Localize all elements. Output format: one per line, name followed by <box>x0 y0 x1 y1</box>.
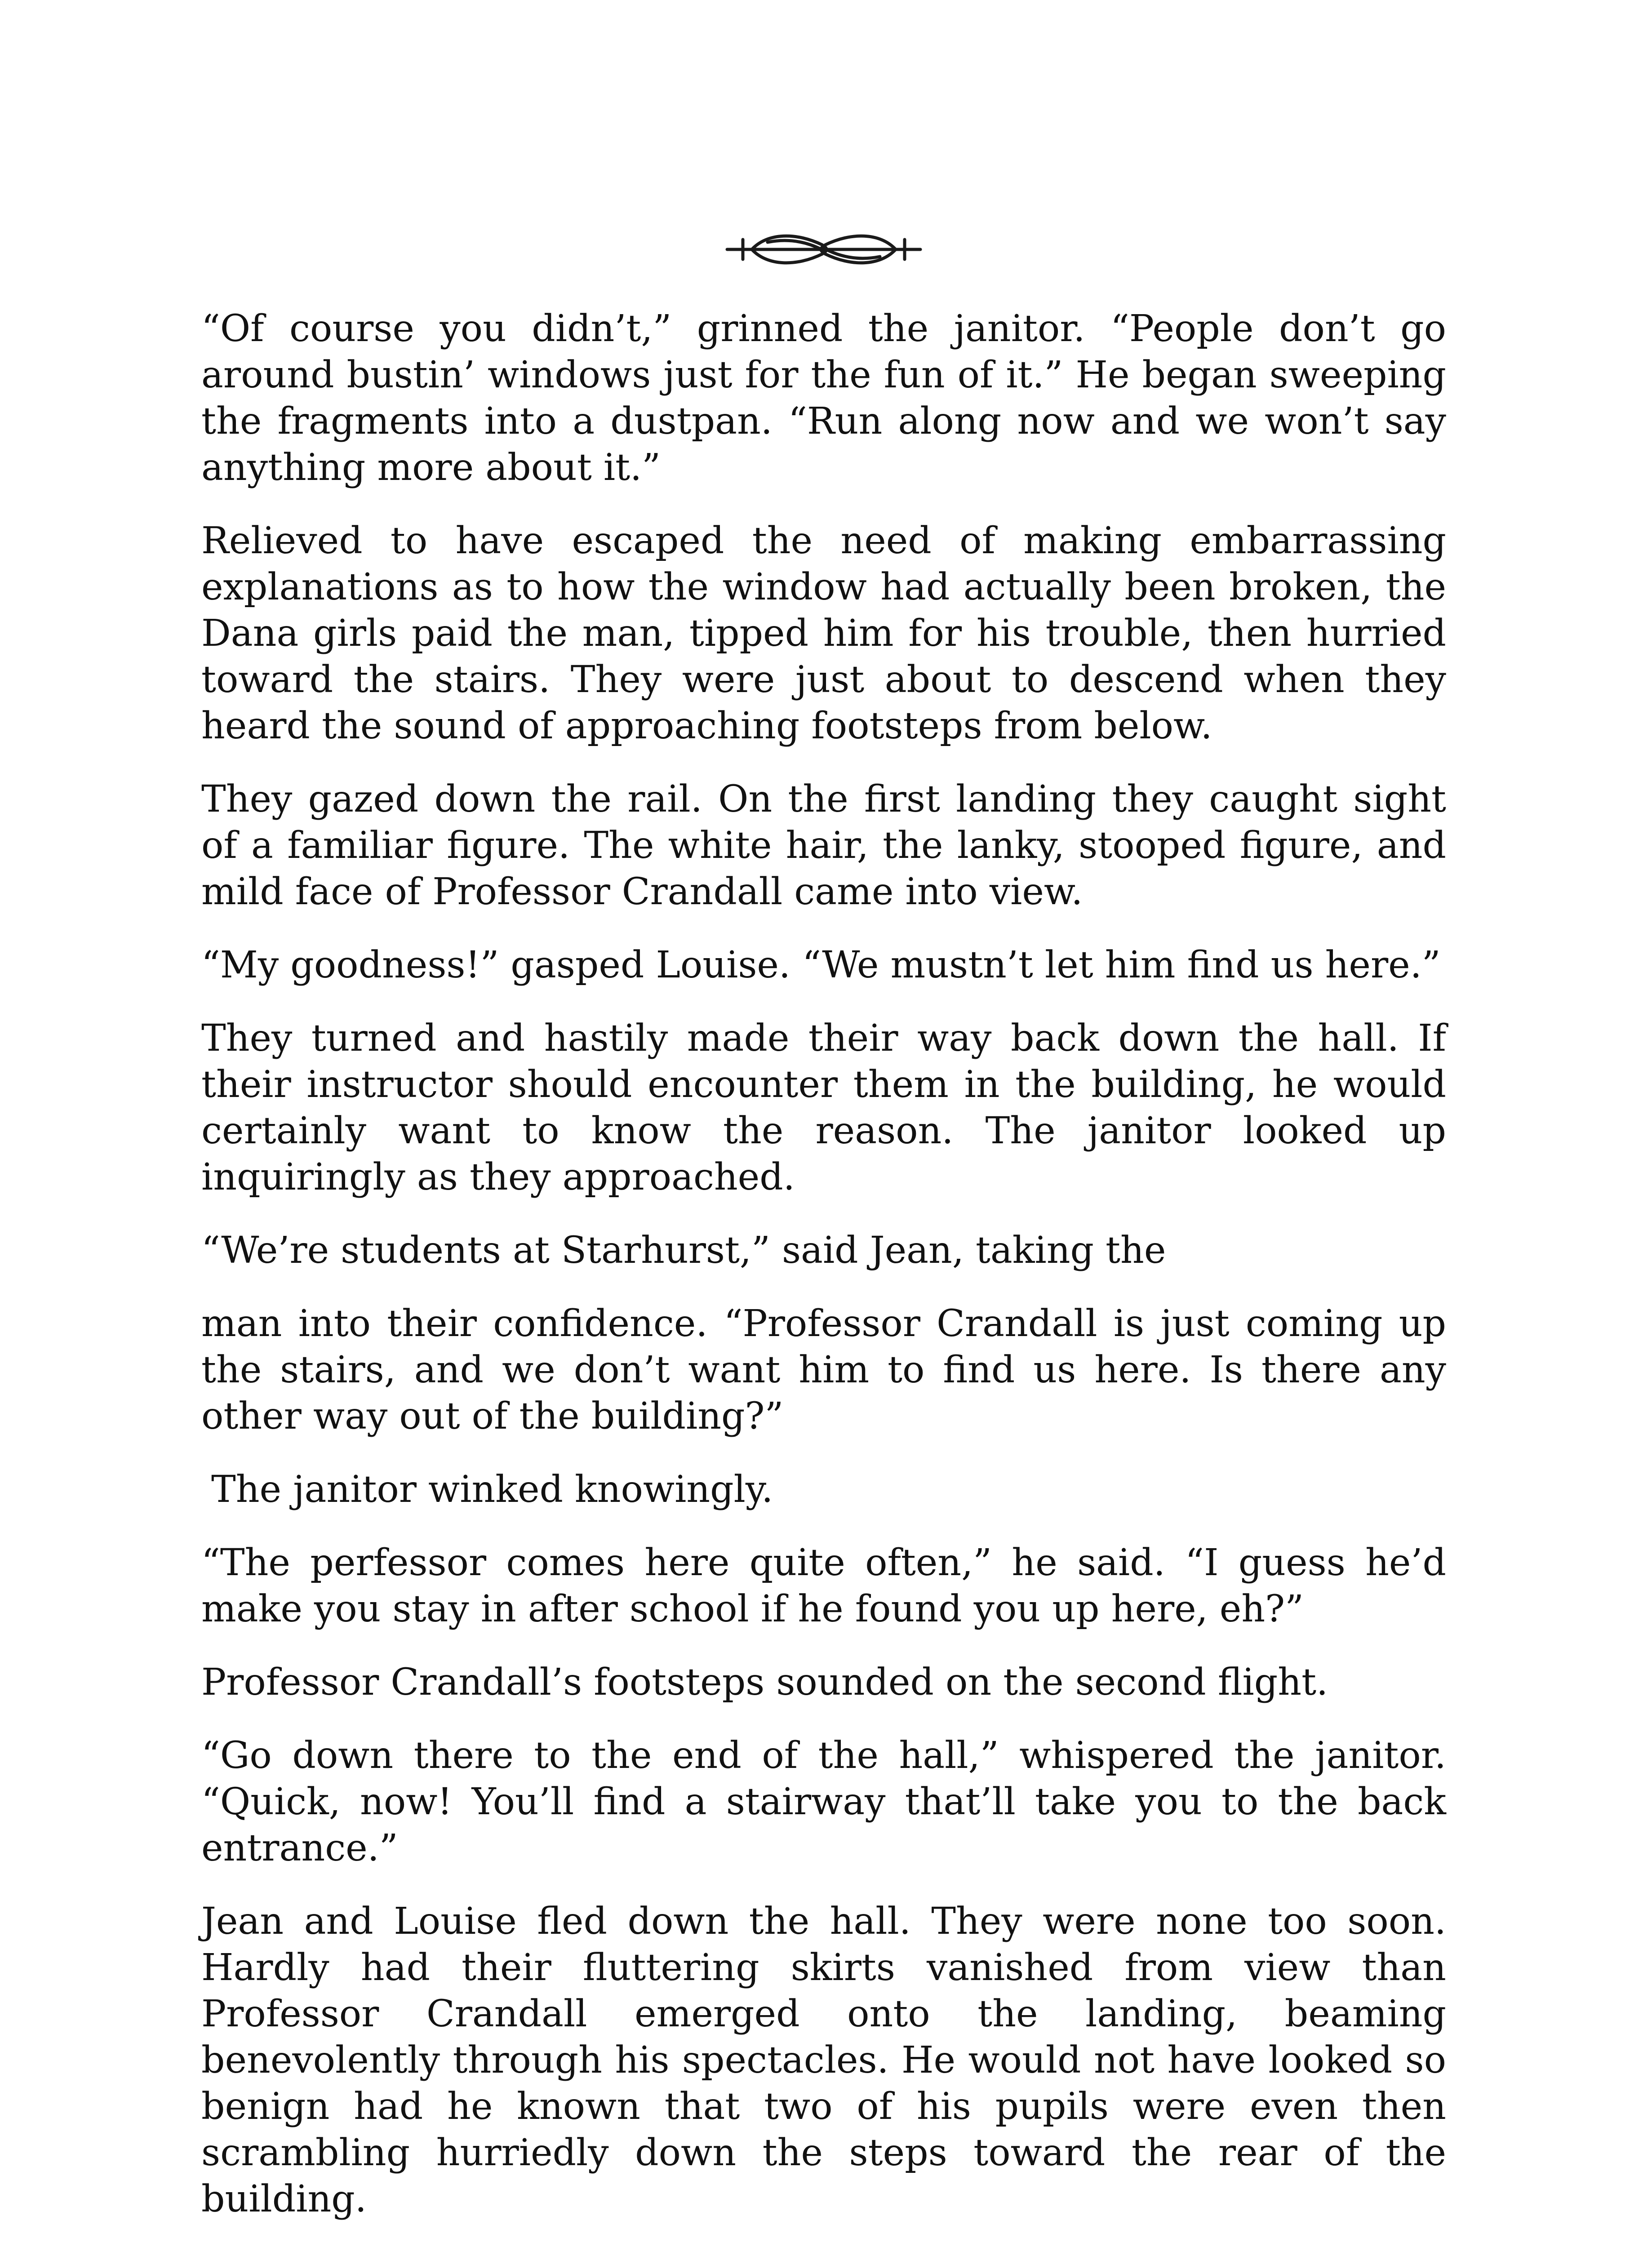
paragraph: Professor Crandall’s footsteps sounded on the second flight. <box>201 1661 1328 1704</box>
paragraph: They turned and hastily made their way back down the hall. If their instructor should encounter them in the building, he would certainly want to know the reason. The janitor looked up inquiringly as they approached. <box>201 1017 1446 1199</box>
body-text <box>201 306 1446 2247</box>
paragraph: “We’re students at Starhurst,” said Jean, taking the <box>201 1229 1166 1272</box>
paragraph: They gazed down the rail. On the first landing they caught sight of a familiar figure. The white hair, the lanky, stooped figure, and mild face of Professor Crandall came into view. <box>201 778 1446 913</box>
paragraph: “My goodness!” gasped Louise. “We mustn’t let him find us here.” <box>201 944 1441 986</box>
paragraph: The janitor winked knowingly. <box>211 1468 773 1511</box>
paragraph: Jean and Louise fled down the hall. They were none too soon. Hardly had their fluttering skirts vanished from view than Professor Crandall emerged onto the landing, beaming benevolently through his spectacles. He would not have looked so benign had he known that two of his pupils were even then scrambling hurriedly down the steps toward the rear of the building. <box>201 1900 1446 2220</box>
decorative-flourish-icon <box>718 227 929 272</box>
paragraph: “Of course you didn’t,” grinned the janitor. “People don’t go around bustin’ windows just for the fun of it.” He began sweeping the fragments into a dustpan. “Run along now and we won’t say anything more about it.” <box>201 307 1446 489</box>
paragraph: “The perfessor comes here quite often,” he said. “I guess he’d make you stay in after school if he found you up here, eh?” <box>201 1541 1446 1630</box>
paragraph: man into their confidence. “Professor Crandall is just coming up the stairs, and we don’t want him to find us here. Is there any other way out of the building?” <box>201 1302 1446 1438</box>
paragraph: “Go down there to the end of the hall,” whispered the janitor. “Quick, now! You’ll find a stairway that’ll take you to the back entrance.” <box>201 1734 1446 1870</box>
paragraph: Relieved to have escaped the need of making embarrassing explanations as to how the window had actually been broken, the Dana girls paid the man, tipped him for his trouble, then hurried toward the stairs. They were just about to descend when they heard the sound of approaching footsteps from below. <box>201 520 1446 747</box>
